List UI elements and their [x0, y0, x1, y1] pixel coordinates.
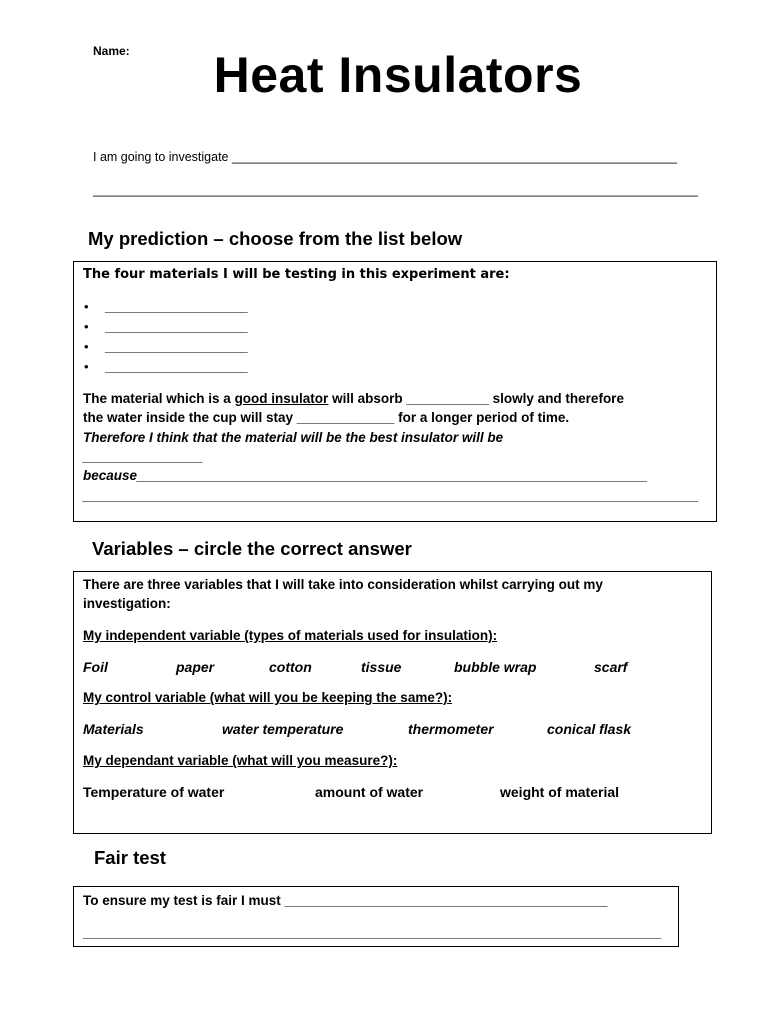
- good-insulator-text: good insulator: [234, 391, 329, 406]
- bullet-icon: •: [84, 359, 89, 374]
- prediction-sentence-3: Therefore I think that the material will be the best insulator will be: [83, 430, 504, 445]
- fair-test-heading: Fair test: [94, 847, 166, 868]
- material-blank-1[interactable]: ___________________: [105, 299, 248, 314]
- variables-heading: Variables – circle the correct answer: [92, 538, 412, 559]
- material-blank-3[interactable]: ___________________: [105, 339, 248, 354]
- prediction-box: [73, 261, 717, 522]
- dependent-variable-label: My dependant variable (what will you measure?):: [83, 753, 398, 768]
- option-paper[interactable]: paper: [176, 659, 215, 675]
- fair-test-line-2[interactable]: _____________________________________________________________________________: [83, 925, 662, 940]
- option-temperature-of-water[interactable]: Temperature of water: [83, 784, 225, 800]
- prediction-sentence-2[interactable]: the water inside the cup will stay _____________ for a longer period of time.: [83, 410, 570, 425]
- variables-box: [73, 571, 712, 834]
- option-thermometer[interactable]: thermometer: [408, 721, 494, 737]
- name-label: Name:: [93, 44, 130, 58]
- best-insulator-blank[interactable]: ________________: [83, 449, 204, 464]
- fair-test-line-1[interactable]: To ensure my test is fair I must ___________________________________________: [83, 893, 608, 908]
- variables-intro-1: There are three variables that I will take into consideration whilst carrying out my: [83, 577, 603, 592]
- because-line[interactable]: because____________________________________________________________________: [83, 468, 648, 483]
- variables-intro-2: investigation:: [83, 596, 171, 611]
- material-blank-4[interactable]: ___________________: [105, 359, 248, 374]
- option-scarf[interactable]: scarf: [594, 659, 628, 675]
- investigate-line[interactable]: I am going to investigate ________________________________________________________________: [93, 150, 677, 164]
- option-conical-flask[interactable]: conical flask: [547, 721, 632, 737]
- sentence-prefix: The material which is a: [83, 391, 235, 406]
- option-materials[interactable]: Materials: [83, 721, 144, 737]
- prediction-heading: My prediction – choose from the list below: [88, 228, 463, 249]
- fair-test-box: [73, 886, 679, 947]
- option-cotton[interactable]: cotton: [269, 659, 312, 675]
- option-weight-of-material[interactable]: weight of material: [500, 784, 620, 800]
- investigate-blank-line[interactable]: _______________________________________________________________________________________: [93, 183, 698, 197]
- because-blank-line[interactable]: __________________________________________________________________________________: [83, 488, 699, 503]
- independent-variable-label: My independent variable (types of materials used for insulation):: [83, 628, 498, 643]
- option-tissue[interactable]: tissue: [361, 659, 402, 675]
- option-water-temperature[interactable]: water temperature: [222, 721, 344, 737]
- prediction-intro: The four materials I will be testing in this experiment are:: [83, 267, 510, 282]
- option-bubble-wrap[interactable]: bubble wrap: [454, 659, 537, 675]
- bullet-icon: •: [84, 319, 89, 334]
- page-title: Heat Insulators: [213, 47, 583, 103]
- control-variable-label: My control variable (what will you be keeping the same?):: [83, 690, 453, 705]
- sentence-suffix: will absorb ___________ slowly and therefore: [328, 391, 624, 406]
- bullet-icon: •: [84, 299, 89, 314]
- prediction-sentence-1[interactable]: [83, 391, 624, 406]
- option-amount-of-water[interactable]: amount of water: [315, 784, 424, 800]
- material-blank-2[interactable]: ___________________: [105, 319, 248, 334]
- bullet-icon: •: [84, 339, 89, 354]
- option-foil[interactable]: Foil: [83, 659, 108, 675]
